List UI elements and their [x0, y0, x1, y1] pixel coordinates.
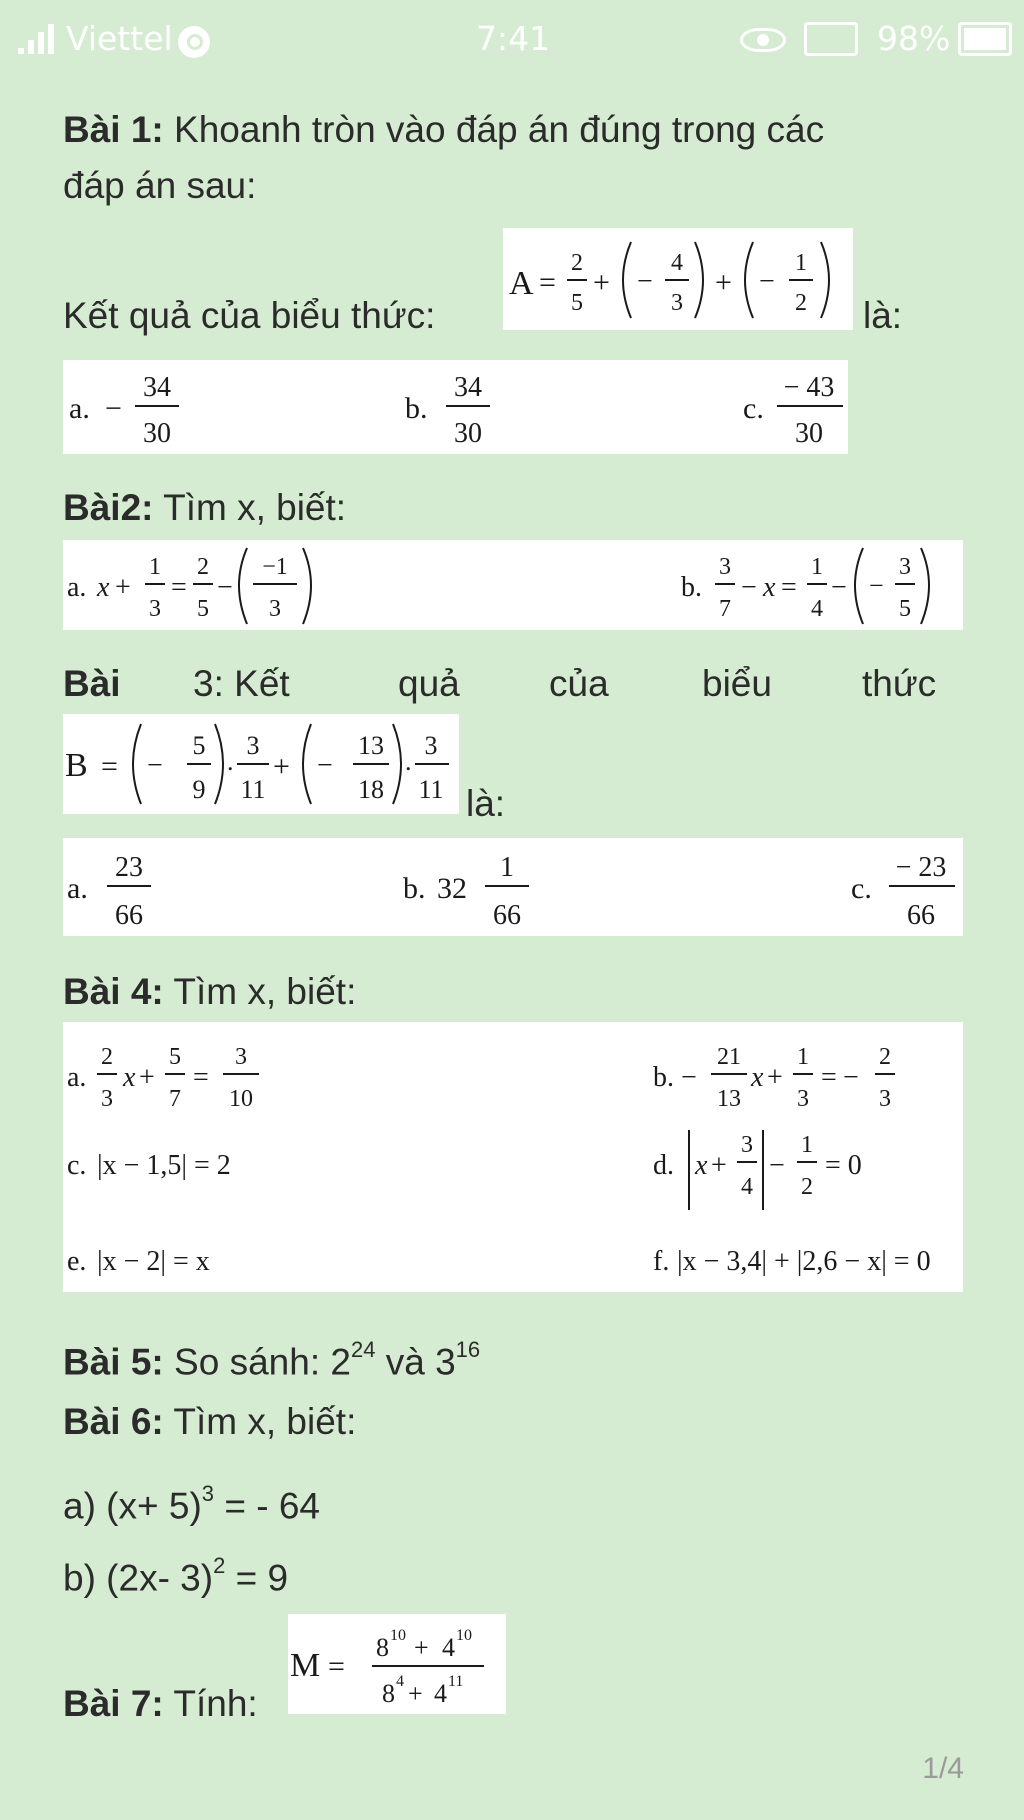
bai5-text: So sánh:: [163, 1341, 331, 1383]
option-b-label: b.: [403, 872, 426, 905]
bai3-suffix: là:: [466, 783, 506, 824]
bai4-a-x: x: [123, 1062, 136, 1093]
bai1-line1: [63, 106, 824, 154]
option-a-label: a.: [69, 392, 90, 425]
minus: −: [637, 266, 653, 297]
option-b-whole: 32: [437, 872, 467, 905]
bai2-equations: [63, 540, 963, 630]
option-c-label: c.: [743, 392, 764, 425]
bai4-a-label: a.: [67, 1062, 87, 1093]
carrier-app-icon: [178, 26, 210, 58]
bai4-b-label: b.: [653, 1062, 674, 1093]
bai2-a-f2d: 5: [197, 596, 209, 622]
option-c-num: − 43: [783, 372, 835, 403]
m-n-b1: 8: [376, 1633, 389, 1662]
a-t1-den: 5: [571, 290, 583, 316]
option-a-sign: −: [105, 392, 122, 425]
bai6-a-pre: a) (x+ 5): [63, 1485, 202, 1527]
bai2-b-f3d: 5: [899, 596, 911, 622]
bai5-heading: Bài 5:: [63, 1341, 164, 1383]
bai4-b-f2n: 1: [797, 1044, 809, 1070]
cast-icon: [804, 22, 858, 56]
m-d-b2: 4: [434, 1679, 447, 1708]
bai4-e-expr: |x − 2| = x: [97, 1246, 210, 1277]
minus: −: [217, 572, 233, 603]
bai1-expression-box: [503, 228, 853, 330]
option-a-den: 66: [115, 900, 143, 931]
b-f2n: 3: [246, 731, 260, 760]
option-c-den: 30: [795, 418, 823, 449]
bai2-a-label: a.: [67, 572, 87, 603]
bai3-w1: 3: Kết: [193, 663, 290, 704]
bai7-line: [63, 1680, 258, 1728]
bai7-expression-box: [288, 1614, 506, 1714]
bai4-c-expr: |x − 1,5| = 2: [97, 1150, 231, 1181]
var-a: A: [509, 265, 534, 302]
bai3-w5: thức: [862, 663, 937, 704]
plus: +: [715, 266, 732, 299]
bai6-heading: Bài 6:: [63, 1401, 164, 1442]
option-b-label: b.: [405, 392, 428, 425]
bai4-b-f1d: 13: [717, 1086, 741, 1112]
bai4-b-f1n: 21: [717, 1044, 741, 1070]
minus: −: [843, 1062, 859, 1093]
bai2-heading: Bài2:: [63, 487, 154, 528]
bai1-question-suffix: là:: [863, 295, 903, 336]
bai4-a-f3n: 3: [235, 1044, 247, 1070]
plus: +: [273, 750, 290, 783]
bai2-b-f2d: 4: [811, 596, 823, 622]
bai4-d-x: x: [695, 1150, 708, 1181]
bai3-w2: quả: [398, 663, 460, 704]
bai4-d-f2d: 2: [801, 1174, 813, 1200]
carrier-name: Viettel: [66, 19, 173, 58]
bai4-a-f3d: 10: [229, 1086, 253, 1112]
bai1-options: [63, 360, 848, 454]
bai1-text-1: Khoanh tròn vào đáp án đúng trong các: [163, 109, 825, 150]
bai6-a: [63, 1474, 320, 1530]
m-n-b2: 4: [442, 1633, 455, 1662]
option-b-num: 1: [500, 852, 514, 883]
eye-icon: [740, 28, 786, 52]
b-f3d: 18: [358, 775, 384, 804]
a-t2-num: 4: [671, 250, 683, 276]
bai3-heading: Bài: [63, 663, 121, 704]
battery-percent: 98%: [877, 19, 951, 58]
bai7-expression: [288, 1614, 506, 1714]
m-d-b1: 8: [382, 1679, 395, 1708]
bai3-line: [63, 660, 121, 708]
battery-icon: [958, 22, 1012, 56]
bai2-b-x: x: [763, 572, 776, 603]
bai2-text: Tìm x, biết:: [153, 487, 347, 528]
bai2-box: [63, 540, 963, 630]
bai5-base2: 3: [435, 1341, 456, 1383]
b-f4n: 3: [424, 731, 438, 760]
bai2-a-f3d: 3: [269, 596, 281, 622]
bai2-a-x: x: [97, 572, 110, 603]
minus: −: [317, 750, 333, 781]
bai2-b-f1d: 7: [719, 596, 731, 622]
status-bar: [0, 0, 1024, 78]
bai4-d-f2n: 1: [801, 1132, 813, 1158]
option-a-num: 23: [115, 852, 143, 883]
bai4-d-f1n: 3: [741, 1132, 753, 1158]
page-indicator: 1/4: [922, 1752, 964, 1785]
minus: −: [869, 571, 884, 600]
b-f4d: 11: [418, 775, 444, 804]
bai1-expression: [503, 228, 853, 330]
bai4-f-expr: |x − 3,4| + |2,6 − x| = 0: [677, 1246, 931, 1277]
bai5-line: [63, 1330, 480, 1386]
bai5-base1: 2: [330, 1341, 351, 1383]
eq: =: [821, 1062, 837, 1093]
bai2-a-f1d: 3: [149, 596, 161, 622]
eq: =: [328, 1650, 345, 1683]
bai4-f-label: f.: [653, 1246, 670, 1277]
bai4-box: [63, 1022, 963, 1292]
bai1-question-prefix: Kết quả của biểu thức:: [63, 295, 436, 336]
minus: −: [681, 1062, 697, 1093]
bai4-d-label: d.: [653, 1150, 674, 1181]
bai5-exp2: 16: [455, 1337, 481, 1362]
bai4-a-f2d: 7: [169, 1086, 181, 1112]
eq: =: [171, 572, 187, 603]
m-d-e1: 4: [396, 1673, 404, 1690]
plus: +: [414, 1633, 429, 1662]
bai4-a-f2n: 5: [169, 1044, 181, 1070]
bai1-line2: đáp án sau:: [63, 165, 257, 206]
plus: +: [593, 266, 610, 299]
bai4-equations: [63, 1022, 963, 1292]
minus: −: [769, 1150, 785, 1181]
bai2-a-f2n: 2: [197, 554, 209, 580]
bai3-w3: của: [549, 663, 609, 704]
bai4-d-f1d: 4: [741, 1174, 753, 1200]
dot: .: [227, 747, 234, 776]
eq: =: [193, 1062, 209, 1093]
bai4-e-label: e.: [67, 1246, 87, 1277]
b-f2d: 11: [240, 775, 266, 804]
bai4-a-f1n: 2: [101, 1044, 113, 1070]
option-b-num: 34: [454, 372, 482, 403]
eq: =: [539, 266, 556, 299]
signal-icon: [18, 24, 58, 54]
a-t3-num: 1: [795, 250, 807, 276]
bai5-exp1: 24: [350, 1337, 376, 1362]
bai7-heading: Bài 7:: [63, 1683, 164, 1724]
option-a-den: 30: [143, 418, 171, 449]
a-t1-num: 2: [571, 250, 583, 276]
bai4-b-f3n: 2: [879, 1044, 891, 1070]
bai6-b-post: = 9: [225, 1557, 289, 1599]
option-b-den: 30: [454, 418, 482, 449]
plus: +: [115, 572, 131, 603]
eq: =: [781, 572, 797, 603]
bai2-a-f1n: 1: [149, 554, 161, 580]
clock: 7:41: [476, 19, 551, 58]
bai4-b-x: x: [751, 1062, 764, 1093]
var-b: B: [65, 747, 88, 784]
dot: .: [405, 747, 412, 776]
bai4-b-f3d: 3: [879, 1086, 891, 1112]
b-f1n: 5: [192, 731, 206, 760]
plus: +: [711, 1150, 727, 1181]
minus: −: [741, 572, 757, 603]
bai4-a-f1d: 3: [101, 1086, 113, 1112]
b-f3n: 13: [358, 731, 384, 760]
b-f1d: 9: [192, 775, 206, 804]
option-c-den: 66: [907, 900, 935, 931]
bai6-a-exp: 3: [201, 1481, 215, 1506]
bai3-options: [63, 838, 963, 936]
bai4-b-f2d: 3: [797, 1086, 809, 1112]
bai3-expression-box: [63, 714, 459, 814]
a-t2-den: 3: [671, 290, 683, 316]
bai6-b: [63, 1546, 288, 1602]
bai6-text: Tìm x, biết:: [163, 1401, 357, 1442]
bai4-c-label: c.: [67, 1150, 87, 1181]
bai6-b-pre: b) (2x- 3): [63, 1557, 214, 1599]
bai2-b-label: b.: [681, 572, 702, 603]
minus: −: [147, 750, 163, 781]
bai1-heading: Bài 1:: [63, 109, 164, 150]
bai2-line: [63, 484, 346, 532]
m-d-e2: 11: [448, 1673, 464, 1690]
plus: +: [767, 1062, 783, 1093]
bai2-b-f3n: 3: [899, 554, 911, 580]
bai2-b-f1n: 3: [719, 554, 731, 580]
bai6-b-exp: 2: [213, 1553, 226, 1578]
bai1-options-box: [63, 360, 848, 454]
var-m: M: [290, 1647, 321, 1684]
plus: +: [139, 1062, 155, 1093]
bai4-d-rhs: = 0: [825, 1150, 862, 1181]
bai3-options-box: [63, 838, 963, 936]
bai4-heading: Bài 4:: [63, 971, 164, 1012]
m-n-e1: 10: [390, 1627, 406, 1644]
m-n-e2: 10: [456, 1627, 472, 1644]
bai6-line: [63, 1398, 356, 1446]
option-c-num: − 23: [895, 852, 947, 883]
bai3-expression: [63, 714, 459, 814]
bai4-line: [63, 968, 356, 1016]
minus: −: [759, 266, 775, 297]
option-a-label: a.: [67, 872, 88, 905]
plus: +: [408, 1679, 423, 1708]
a-t3-den: 2: [795, 290, 807, 316]
eq: =: [101, 750, 118, 783]
bai5-mid: và: [375, 1341, 436, 1383]
minus: −: [831, 572, 847, 603]
bai2-a-f3n: −1: [262, 554, 288, 580]
option-c-label: c.: [851, 872, 872, 905]
bai7-text: Tính:: [163, 1683, 258, 1724]
bai3-w4: biểu: [702, 663, 772, 704]
bai2-b-f2n: 1: [811, 554, 823, 580]
option-a-num: 34: [143, 372, 171, 403]
option-b-den: 66: [493, 900, 521, 931]
bai6-a-post: = - 64: [214, 1485, 320, 1527]
bai4-text: Tìm x, biết:: [163, 971, 357, 1012]
